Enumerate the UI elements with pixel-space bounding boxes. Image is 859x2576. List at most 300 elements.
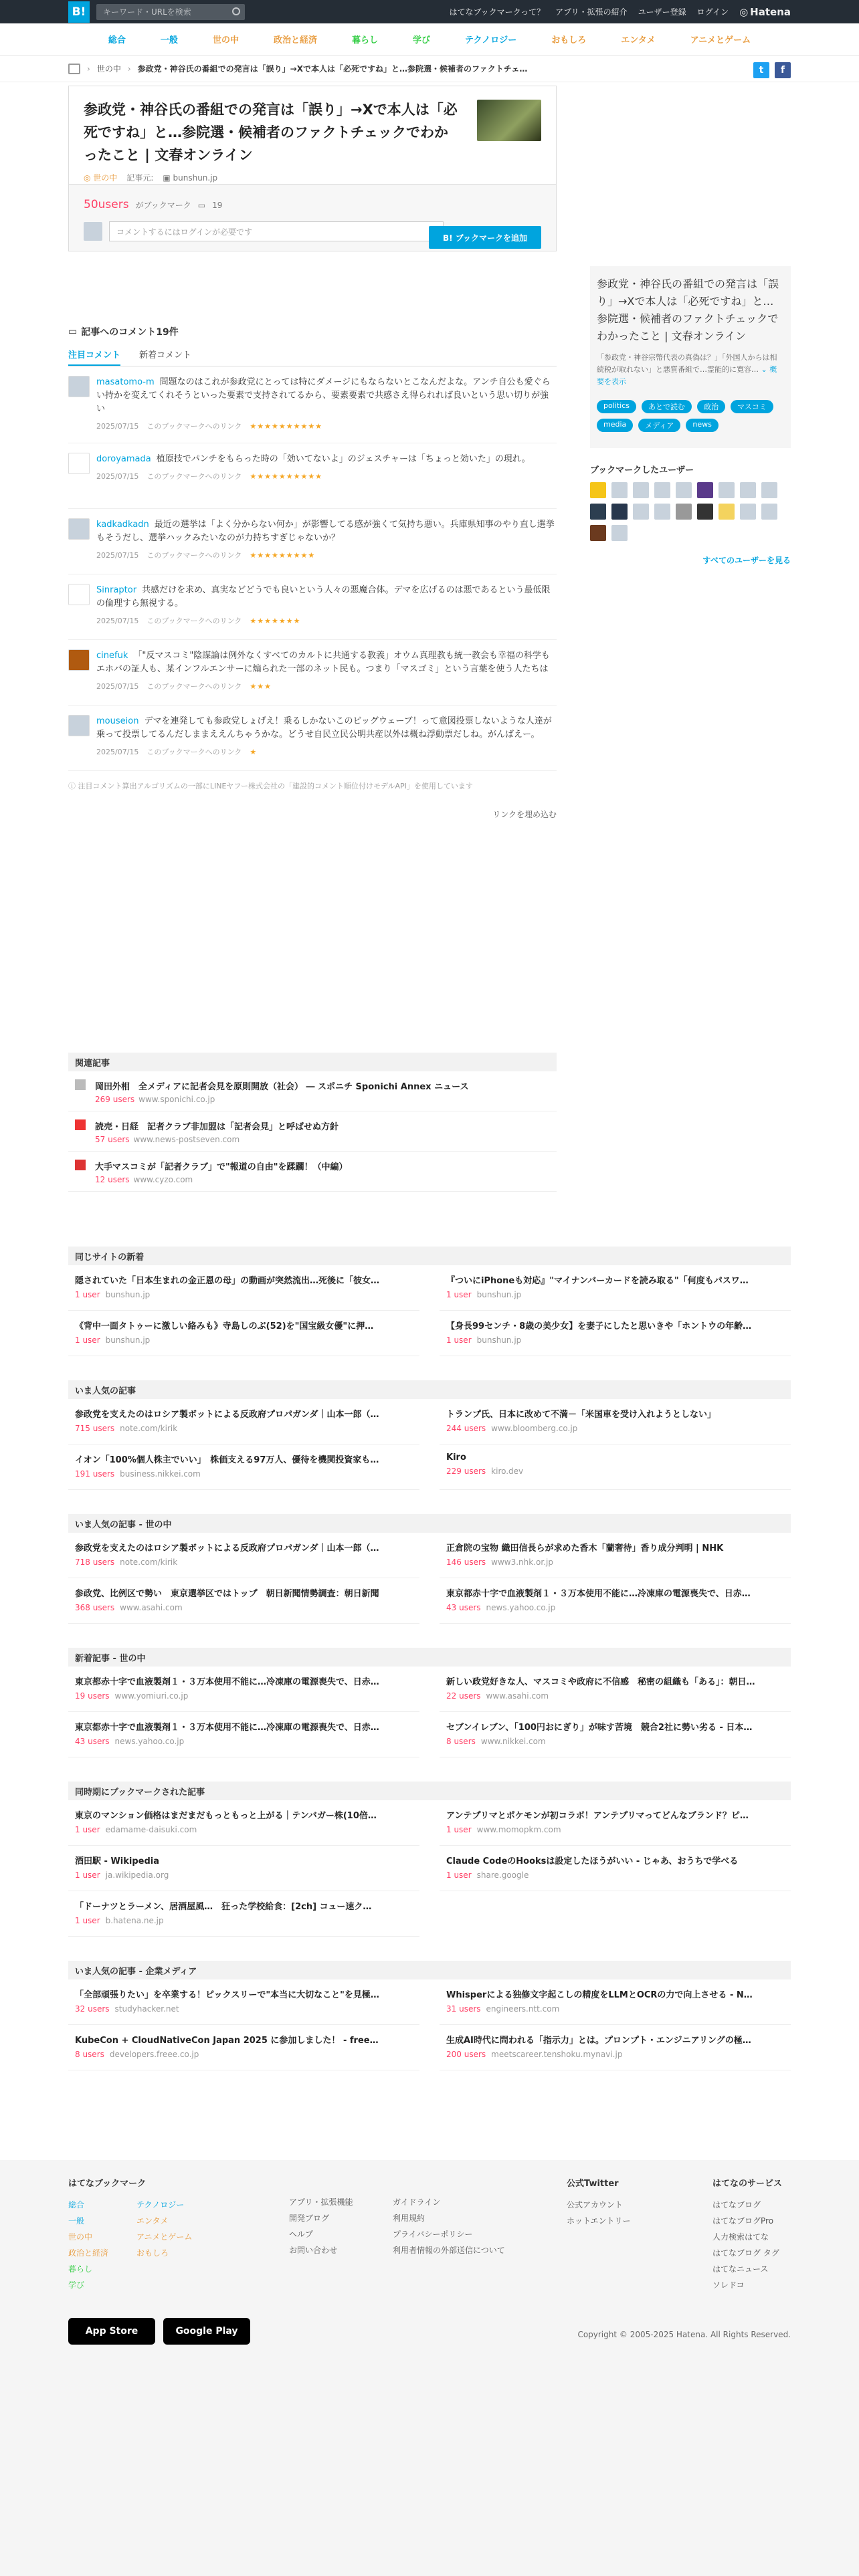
nav-item[interactable]: アニメとゲーム: [690, 35, 751, 45]
entry-category[interactable]: ◎ 世の中: [84, 173, 118, 183]
article-title[interactable]: 「ドーナツとラーメン、居酒屋風… 狂った学校給食：[2ch] コュー速ク…: [75, 1902, 372, 1912]
tag-chip[interactable]: メディア: [638, 419, 680, 432]
search-input[interactable]: [96, 4, 245, 20]
related-title[interactable]: 大手マスコミが「記者クラブ」で"報道の自由"を蹂躙！（中編）: [95, 1162, 348, 1172]
comment-stars[interactable]: ★★★: [250, 682, 272, 691]
breadcrumb-title: 参政党・神谷氏の番組での発言は「誤り」→Xで本人は「必死ですね」と…参院選・候補者のファクトチェ…: [137, 64, 528, 74]
comment-body: [96, 715, 557, 761]
footer-link[interactable]: はてなニュース: [712, 2264, 769, 2274]
article-meta: [75, 1469, 413, 1479]
comment-permalink[interactable]: このブックマークへのリンク: [147, 617, 242, 625]
user-avatar[interactable]: [654, 482, 670, 498]
comment-text-line: [96, 715, 557, 742]
article-domain: edamame-daisuki.com: [105, 1825, 197, 1834]
article-title[interactable]: 【身長99センチ・8歳の美少女】を妻子にしたと思いきや「ホントウの年齢…: [446, 1321, 752, 1331]
article-item[interactable]: [440, 1846, 791, 1891]
section-heading: 同時期にブックマークされた記事: [68, 1782, 791, 1800]
article-users[interactable]: 1 user: [75, 1916, 100, 1925]
article-item[interactable]: [440, 1399, 791, 1444]
comment-permalink[interactable]: このブックマークへのリンク: [147, 748, 242, 756]
comment-user-link[interactable]: masatomo-m: [96, 377, 155, 387]
comment-text-line: [96, 518, 557, 545]
comment-user-link[interactable]: mouseion: [96, 716, 139, 726]
sidebar-description: [597, 352, 784, 388]
article-meta: [446, 2050, 784, 2059]
article-users[interactable]: 43 users: [75, 1737, 110, 1746]
nav-item[interactable]: おもしろ: [551, 35, 587, 45]
user-avatar[interactable]: [761, 504, 777, 520]
article-title[interactable]: Kiro: [446, 1453, 466, 1463]
article-title[interactable]: トランプ氏、日本に改めて不満－「米国車を受け入れようとしない」: [446, 1410, 717, 1420]
embed-link[interactable]: リンクを埋め込む: [492, 810, 557, 819]
article-title[interactable]: 東京都赤十字で血液製剤１・３万本使用不能に…冷凍庫の電源喪失で、日赤…: [75, 1677, 379, 1687]
comment-icon: ▭: [197, 201, 206, 210]
nav-item[interactable]: 暮らし: [351, 35, 378, 45]
category-nav: [0, 23, 859, 56]
footer-link[interactable]: 総合: [68, 2200, 85, 2210]
article-item[interactable]: [440, 1800, 791, 1846]
user-avatar[interactable]: [676, 482, 692, 498]
article-users[interactable]: 19 users: [75, 1691, 110, 1701]
comment-text: デマを連発しても参政党しょげえ！乗るしかないこのビッグウェーブ！って意図投票しないような人達が乗って投票してるんだしままええんちゃうかな。どうせ自民立民公明共産以外は概ね浮動票だしね。がんばえー。: [96, 716, 552, 740]
comment-date[interactable]: 2025/07/15: [96, 682, 139, 691]
article-item[interactable]: [68, 1891, 419, 1937]
article-title[interactable]: セブンイレブン、「100円おにぎり」が味す苦境 競合2社に勢い劣る - 日本…: [446, 1723, 753, 1733]
apps-link[interactable]: アプリ・拡張の紹介: [555, 7, 628, 17]
footer-link[interactable]: 利用規約: [393, 2214, 425, 2223]
comment-text-line: [96, 584, 557, 611]
user-avatar[interactable]: [633, 504, 649, 520]
user-avatar[interactable]: [590, 525, 606, 541]
article-title[interactable]: Claude CodeのHooksは設定したほうがいい - じゃあ、おうちで学べる: [446, 1856, 739, 1866]
article-domain: note.com/kirik: [120, 1558, 178, 1567]
article-domain: kiro.dev: [491, 1467, 524, 1476]
comment-user-link[interactable]: Sinraptor: [96, 585, 137, 595]
article-title[interactable]: 東京都赤十字で血液製剤１・３万本使用不能に…冷凍庫の電源喪失で、日赤…: [446, 1589, 751, 1599]
home-icon[interactable]: [68, 64, 80, 74]
article-users[interactable]: 1 user: [75, 1335, 100, 1345]
article-users[interactable]: 1 user: [446, 1870, 472, 1880]
comment-item: [68, 509, 557, 574]
footer-link[interactable]: エンタメ: [136, 2216, 169, 2226]
related-meta: [95, 1175, 348, 1184]
user-avatar[interactable]: [611, 504, 628, 520]
footer-link[interactable]: はてなブログ: [712, 2200, 761, 2210]
related-domain: www.cyzo.com: [133, 1175, 193, 1184]
footer-link[interactable]: 開発ブログ: [289, 2214, 330, 2223]
article-users[interactable]: 191 users: [75, 1469, 115, 1479]
footer-link[interactable]: 学び: [68, 2280, 85, 2290]
article-title[interactable]: 新しい政党好きな人、マスコミや政府に不信感 秘密の組織も「ある」：朝日…: [446, 1677, 755, 1687]
article-domain: www.momopkm.com: [476, 1825, 561, 1834]
facebook-share-icon[interactable]: f: [775, 62, 791, 78]
article-item[interactable]: [68, 1533, 419, 1578]
article-users[interactable]: 1 user: [446, 1335, 472, 1345]
article-domain: bunshun.jp: [105, 1335, 151, 1345]
bookmark-box: [68, 185, 557, 251]
related-domain: www.sponichi.co.jp: [138, 1095, 215, 1104]
article-domain: studyhacker.net: [114, 2004, 179, 2014]
hatena-brand[interactable]: [739, 6, 791, 18]
article-domain: bunshun.jp: [105, 1290, 151, 1299]
all-users-link[interactable]: すべてのユーザーを見る: [702, 556, 791, 565]
article-title[interactable]: 正倉院の宝物 織田信長らが求めた香木「蘭奢待」香り成分判明 | NHK: [446, 1543, 724, 1553]
footer-link[interactable]: ホットエントリー: [567, 2216, 631, 2226]
article-meta: [75, 1603, 413, 1612]
article-item[interactable]: [68, 1979, 419, 2025]
article-title[interactable]: KubeCon + CloudNativeCon Japan 2025 に参加しました！ - free…: [75, 2036, 379, 2046]
article-meta: [446, 1424, 784, 1433]
chevron-right-icon: ›: [87, 64, 90, 74]
article-title[interactable]: アンテプリマとポケモンが初コラボ！アンテプリマってどんなブランド？ピ…: [446, 1811, 749, 1821]
footer-col-twitter-title: 公式Twitter: [567, 2179, 619, 2189]
article-users[interactable]: 1 user: [75, 1870, 100, 1880]
related-articles: [68, 1053, 557, 1192]
article-title[interactable]: 『ついにiPhoneも対応』"マイナンバーカードを読み取る"「何度もパスワ…: [446, 1276, 749, 1286]
article-users[interactable]: 715 users: [75, 1424, 115, 1433]
comment-algorithm-note: ⓘ 注目コメント算出アルゴリズムの一部にLINEヤフー株式会社の「建設的コメント順位付けモデルAPI」を使用しています: [68, 782, 473, 790]
article-domain: www.nikkei.com: [480, 1737, 546, 1746]
favicon-icon: [75, 1160, 86, 1170]
article-title[interactable]: 「全部頑張りたい」を卒業する！ピックスリーで"本当に大切なこと"を見極…: [75, 1990, 379, 2000]
search-icon[interactable]: [232, 7, 240, 15]
article-meta: [75, 1825, 413, 1834]
register-link[interactable]: ユーザー登録: [638, 7, 686, 17]
article-meta: [446, 1870, 784, 1880]
comments-heading: [68, 325, 557, 338]
user-avatar[interactable]: [719, 482, 735, 498]
comment-footer: [96, 420, 557, 433]
comment-text: 「"反マスコミ"陰謀論は例外なくすべてのカルトに共通する教義」オウム真理教も統一教会も幸福の科学もエホバの証人も、某インフルエンサーに煽られた一部のネット民も。つまり「マスゴミ」という言葉を使う人たちは: [96, 651, 550, 674]
article-item[interactable]: [68, 1578, 419, 1624]
article-domain: www.asahi.com: [120, 1603, 183, 1612]
login-link[interactable]: ログイン: [696, 7, 729, 17]
article-item[interactable]: [68, 1311, 419, 1356]
comments-icon: ▭: [68, 326, 78, 337]
entry-box: [68, 86, 557, 185]
footer-link[interactable]: 一般: [68, 2216, 85, 2226]
article-item[interactable]: [68, 2025, 419, 2070]
comment-footer: [96, 615, 557, 628]
related-item[interactable]: [68, 1071, 557, 1111]
footer-link[interactable]: アプリ・拡張機能: [289, 2197, 353, 2207]
comment-stars[interactable]: ★★★★★★★★★★: [250, 472, 323, 481]
related-heading: 関連記事: [68, 1053, 557, 1071]
comment-stars[interactable]: ★: [250, 748, 258, 756]
sidebar-description-text: 「参政党・神谷宗幣代表の真偽は？」「外国人からは相続税が取れない」と悪質番組で…霊能的に寛容…: [597, 353, 777, 374]
article-title[interactable]: 東京都赤十字で血液製剤１・３万本使用不能に…冷凍庫の電源喪失で、日赤…: [75, 1723, 379, 1733]
user-avatar[interactable]: [611, 525, 628, 541]
footer-col-twitter: [567, 2176, 712, 2293]
section-heading: いま人気の記事: [68, 1380, 791, 1399]
article-title[interactable]: 参政党を支えたのはロシア製ボットによる反政府プロパガンダ｜山本一郎（…: [75, 1410, 379, 1420]
article-users[interactable]: 368 users: [75, 1603, 115, 1612]
nav-item[interactable]: 総合: [108, 35, 126, 45]
user-avatar[interactable]: [740, 504, 756, 520]
entry-title[interactable]: 参政党・神谷氏の番組での発言は「誤り」→Xで本人は「必死ですね」と…参院選・候補者のファクトチェックでわかったこと | 文春オンライン: [84, 102, 458, 163]
comment-body: [96, 453, 531, 499]
article-item[interactable]: [68, 1846, 419, 1891]
footer-col-services: [712, 2176, 782, 2293]
article-domain: business.nikkei.com: [120, 1469, 201, 1479]
comment-date[interactable]: 2025/07/15: [96, 748, 139, 756]
comment-body: [96, 584, 557, 630]
breadcrumb-category[interactable]: 世の中: [96, 64, 121, 74]
article-domain: www.bloomberg.co.jp: [491, 1424, 578, 1433]
related-title[interactable]: 岡田外相 全メディアに記者会見を原則開放（社会） ― スポニチ Sponichi Annex ニュース: [95, 1082, 469, 1092]
article-domain: bunshun.jp: [476, 1335, 522, 1345]
related-users[interactable]: 57 users: [95, 1135, 130, 1144]
article-users[interactable]: 1 user: [446, 1290, 472, 1299]
article-title[interactable]: Whisperによる独修文字起こしの精度をLLMとOCRの力で向上させる - N…: [446, 1990, 753, 2000]
comment-list: [68, 366, 557, 771]
footer-link[interactable]: アニメとゲーム: [136, 2232, 193, 2242]
article-users[interactable]: 8 users: [75, 2050, 104, 2059]
comment-item: [68, 366, 557, 443]
tag-chip[interactable]: news: [686, 419, 718, 432]
article-title[interactable]: 参政党を支えたのはロシア製ボットによる反政府プロパガンダ｜山本一郎（…: [75, 1543, 379, 1553]
show-summary-link[interactable]: ⌄ 概要を表示: [597, 365, 777, 386]
nav-item[interactable]: 政治と経済: [273, 35, 317, 45]
footer-link[interactable]: 人力検索はてな: [712, 2232, 769, 2242]
article-domain: share.google: [476, 1870, 529, 1880]
footer-link[interactable]: 公式アカウント: [567, 2200, 623, 2210]
copyright: Copyright © 2005-2025 Hatena. All Rights Reserved.: [577, 2330, 791, 2339]
comment-body: [96, 376, 557, 433]
tag-list: [597, 400, 777, 432]
comment-avatar[interactable]: [68, 715, 90, 736]
sidebar: [590, 266, 791, 566]
nav-item[interactable]: 学び: [412, 35, 430, 45]
comment-permalink[interactable]: このブックマークへのリンク: [147, 422, 242, 431]
source-domain-text: bunshun.jp: [173, 173, 218, 183]
comment-footer: [96, 549, 557, 562]
article-item[interactable]: [68, 1800, 419, 1846]
sidebar-title[interactable]: 参政党・神谷氏の番組での発言は「誤り」→Xで本人は「必死ですね」と…参院選・候補者のファクトチェックでわかったこと | 文春オンライン: [597, 278, 779, 342]
source-label: 記事元:: [126, 173, 154, 183]
article-title[interactable]: 生成AI時代に問われる「指示力」とは。プロンプト・エンジニアリングの極…: [446, 2036, 751, 2046]
article-item[interactable]: [440, 1979, 791, 2025]
article-users[interactable]: 229 users: [446, 1467, 486, 1476]
nav-item[interactable]: テクノロジー: [465, 35, 517, 45]
user-avatar[interactable]: [676, 504, 692, 520]
comment-text-line: [96, 376, 557, 416]
comment-avatar[interactable]: [68, 518, 90, 540]
comment-avatar[interactable]: [68, 584, 90, 605]
footer-link[interactable]: 利用者情報の外部送信について: [393, 2246, 505, 2255]
comment-user-link[interactable]: doroyamada: [96, 454, 151, 464]
tag-chip[interactable]: media: [597, 419, 633, 432]
comment-date[interactable]: 2025/07/15: [96, 422, 139, 431]
source-domain[interactable]: [163, 173, 217, 183]
comment-avatar[interactable]: [68, 376, 90, 397]
about-link[interactable]: はてなブックマークって？: [449, 7, 545, 17]
footer-link[interactable]: お問い合わせ: [289, 2246, 338, 2255]
article-item[interactable]: [68, 1265, 419, 1311]
add-bookmark-button[interactable]: B! ブックマークを追加: [429, 226, 541, 249]
footer-link[interactable]: ソレドコ: [712, 2280, 745, 2290]
hatena-bookmark-logo[interactable]: B!: [68, 1, 90, 23]
comment-text: 植原技でパンチをもらった時の「効いてないよ」のジェスチャーは「ちょっと効いた」の現れ。: [156, 454, 531, 464]
comment-date[interactable]: 2025/07/15: [96, 617, 139, 625]
footer-link[interactable]: おもしろ: [136, 2248, 169, 2258]
article-item[interactable]: [440, 1578, 791, 1624]
article-item[interactable]: [440, 1667, 791, 1712]
user-avatar[interactable]: [654, 504, 670, 520]
comment-avatar[interactable]: [68, 649, 90, 671]
footer-link[interactable]: はてなブログ タグ: [712, 2248, 779, 2258]
article-title[interactable]: 参政党、比例区で勢い 東京選挙区ではトップ 朝日新聞情勢調査：朝日新聞: [75, 1589, 379, 1599]
article-meta: [446, 1335, 784, 1345]
tab-popular-comments[interactable]: 注目コメント: [68, 348, 120, 366]
footer-link[interactable]: ヘルプ: [289, 2230, 314, 2239]
article-domain: news.yahoo.co.jp: [486, 1603, 556, 1612]
article-users[interactable]: 1 user: [75, 1290, 100, 1299]
user-avatar[interactable]: [590, 504, 606, 520]
article-meta: [75, 1335, 413, 1345]
article-users[interactable]: 22 users: [446, 1691, 481, 1701]
related-users[interactable]: 12 users: [95, 1175, 130, 1184]
article-meta: [446, 2004, 784, 2014]
article-meta: [446, 1603, 784, 1612]
bookmarked-users-grid: [590, 482, 791, 541]
article-item[interactable]: [440, 1311, 791, 1356]
comment-avatar[interactable]: [68, 453, 90, 474]
user-avatar[interactable]: [697, 504, 713, 520]
article-meta: [75, 1290, 413, 1299]
related-meta: [95, 1135, 339, 1144]
article-users[interactable]: 1 user: [75, 1825, 100, 1834]
comment-item: [68, 706, 557, 771]
footer-link[interactable]: テクノロジー: [136, 2200, 185, 2210]
related-item[interactable]: [68, 1152, 557, 1192]
article-item[interactable]: [68, 1399, 419, 1444]
article-domain: meetscareer.tenshoku.mynavi.jp: [491, 2050, 623, 2059]
related-users[interactable]: 269 users: [95, 1095, 135, 1104]
article-section: [68, 1514, 791, 1624]
related-item[interactable]: [68, 1111, 557, 1152]
search-placeholder: キーワード・URLを検索: [103, 7, 191, 17]
comment-input[interactable]: コメントするにはログインが必要です: [109, 221, 444, 241]
article-item[interactable]: [440, 1533, 791, 1578]
article-meta: [75, 1558, 413, 1567]
article-title[interactable]: 酒田駅 - Wikipedia: [75, 1856, 160, 1866]
app-store-badge[interactable]: App Store: [68, 2318, 155, 2345]
article-item[interactable]: [440, 1444, 791, 1490]
footer-link[interactable]: 政治と経済: [68, 2248, 109, 2258]
article-domain: news.yahoo.co.jp: [114, 1737, 185, 1746]
article-users[interactable]: 31 users: [446, 2004, 481, 2014]
nav-item[interactable]: 一般: [160, 35, 178, 45]
article-item[interactable]: [440, 2025, 791, 2070]
article-title[interactable]: イオン「100%個人株主でいい」 株価支える97万人、優待を機関投資家も…: [75, 1455, 379, 1465]
article-domain: developers.freee.co.jp: [109, 2050, 199, 2059]
user-avatar[interactable]: [633, 482, 649, 498]
article-meta: [75, 1424, 413, 1433]
sidebar-entry-box: [590, 266, 791, 448]
user-avatar[interactable]: [740, 482, 756, 498]
comment-user-link[interactable]: cinefuk: [96, 651, 128, 661]
comment-date[interactable]: 2025/07/15: [96, 551, 139, 560]
article-users[interactable]: 718 users: [75, 1558, 115, 1567]
article-users[interactable]: 244 users: [446, 1424, 486, 1433]
article-item[interactable]: [68, 1444, 419, 1490]
bookmark-label: がブックマーク: [135, 201, 191, 210]
google-play-badge[interactable]: Google Play: [163, 2318, 250, 2345]
comment-user-link[interactable]: kadkadkadn: [96, 520, 149, 530]
tag-chip[interactable]: politics: [597, 400, 636, 413]
comment-footer: [96, 680, 557, 693]
user-avatar[interactable]: [719, 504, 735, 520]
comment-permalink[interactable]: このブックマークへのリンク: [147, 472, 242, 481]
comment-stars[interactable]: ★★★★★★★★★★: [250, 422, 323, 431]
breadcrumb: [0, 56, 859, 82]
article-users[interactable]: 32 users: [75, 2004, 110, 2014]
footer-col-policy: [393, 2176, 567, 2293]
article-domain: b.hatena.ne.jp: [105, 1916, 164, 1925]
tab-new-comments[interactable]: 新着コメント: [139, 350, 192, 360]
nav-item[interactable]: エンタメ: [621, 35, 656, 45]
article-item[interactable]: [440, 1265, 791, 1311]
article-meta: [446, 1691, 784, 1701]
article-users[interactable]: 146 users: [446, 1558, 486, 1567]
footer-link[interactable]: プライバシーポリシー: [393, 2230, 473, 2239]
footer-link[interactable]: 世の中: [68, 2232, 93, 2242]
article-title[interactable]: 隠されていた「日本生まれの金正恩の母」の動画が突然流出…死後に「彼女…: [75, 1276, 380, 1286]
entry-thumbnail[interactable]: [477, 100, 541, 141]
tag-chip[interactable]: マスコミ: [731, 400, 773, 413]
footer-link[interactable]: はてなブログPro: [712, 2216, 774, 2226]
user-avatar[interactable]: [761, 482, 777, 498]
article-title[interactable]: 《背中一面タトゥーに激しい絡みも》寺島しのぶ(52)を"国宝級女優"に押…: [75, 1321, 374, 1331]
article-item[interactable]: [440, 1712, 791, 1757]
comment-permalink[interactable]: このブックマークへのリンク: [147, 682, 242, 691]
user-avatar[interactable]: [611, 482, 628, 498]
article-domain: bunshun.jp: [476, 1290, 522, 1299]
comment-stars[interactable]: ★★★★★★★★★: [250, 551, 316, 560]
user-avatar[interactable]: [590, 482, 606, 498]
nav-item[interactable]: 世の中: [212, 35, 239, 45]
footer-link[interactable]: 暮らし: [68, 2264, 93, 2274]
article-users[interactable]: 43 users: [446, 1603, 481, 1612]
article-item[interactable]: [68, 1667, 419, 1712]
user-avatar[interactable]: [697, 482, 713, 498]
article-title[interactable]: 東京のマンション価格はまだまだもっともっと上がる｜テンバガー株(10倍…: [75, 1811, 377, 1821]
article-meta: [446, 1290, 784, 1299]
comment-stars[interactable]: ★★★★★★★: [250, 617, 301, 625]
footer: [0, 2160, 859, 2576]
article-users[interactable]: 200 users: [446, 2050, 486, 2059]
related-title[interactable]: 読売・日経 記者クラブ非加盟は「記者会見」と呼ばせぬ方針: [95, 1122, 339, 1132]
article-domain: www3.nhk.or.jp: [491, 1558, 553, 1567]
section-heading: いま人気の記事 - 企業メディア: [68, 1961, 791, 1979]
comment-permalink[interactable]: このブックマークへのリンク: [147, 551, 242, 560]
tag-chip[interactable]: あとで読む: [642, 400, 692, 413]
footer-link[interactable]: ガイドライン: [393, 2197, 441, 2207]
article-item[interactable]: [68, 1712, 419, 1757]
article-users[interactable]: 1 user: [446, 1825, 472, 1834]
comment-date[interactable]: 2025/07/15: [96, 472, 139, 481]
article-domain: www.yomiuri.co.jp: [114, 1691, 189, 1701]
article-meta: [75, 1691, 413, 1701]
comment-item: [68, 574, 557, 640]
bookmark-count[interactable]: 50users: [84, 198, 129, 211]
tag-chip[interactable]: 政治: [697, 400, 725, 413]
hatena-icon: ◎: [739, 5, 749, 18]
favicon-icon: [75, 1119, 86, 1130]
article-users[interactable]: 8 users: [446, 1737, 476, 1746]
twitter-share-icon[interactable]: t: [753, 62, 769, 78]
